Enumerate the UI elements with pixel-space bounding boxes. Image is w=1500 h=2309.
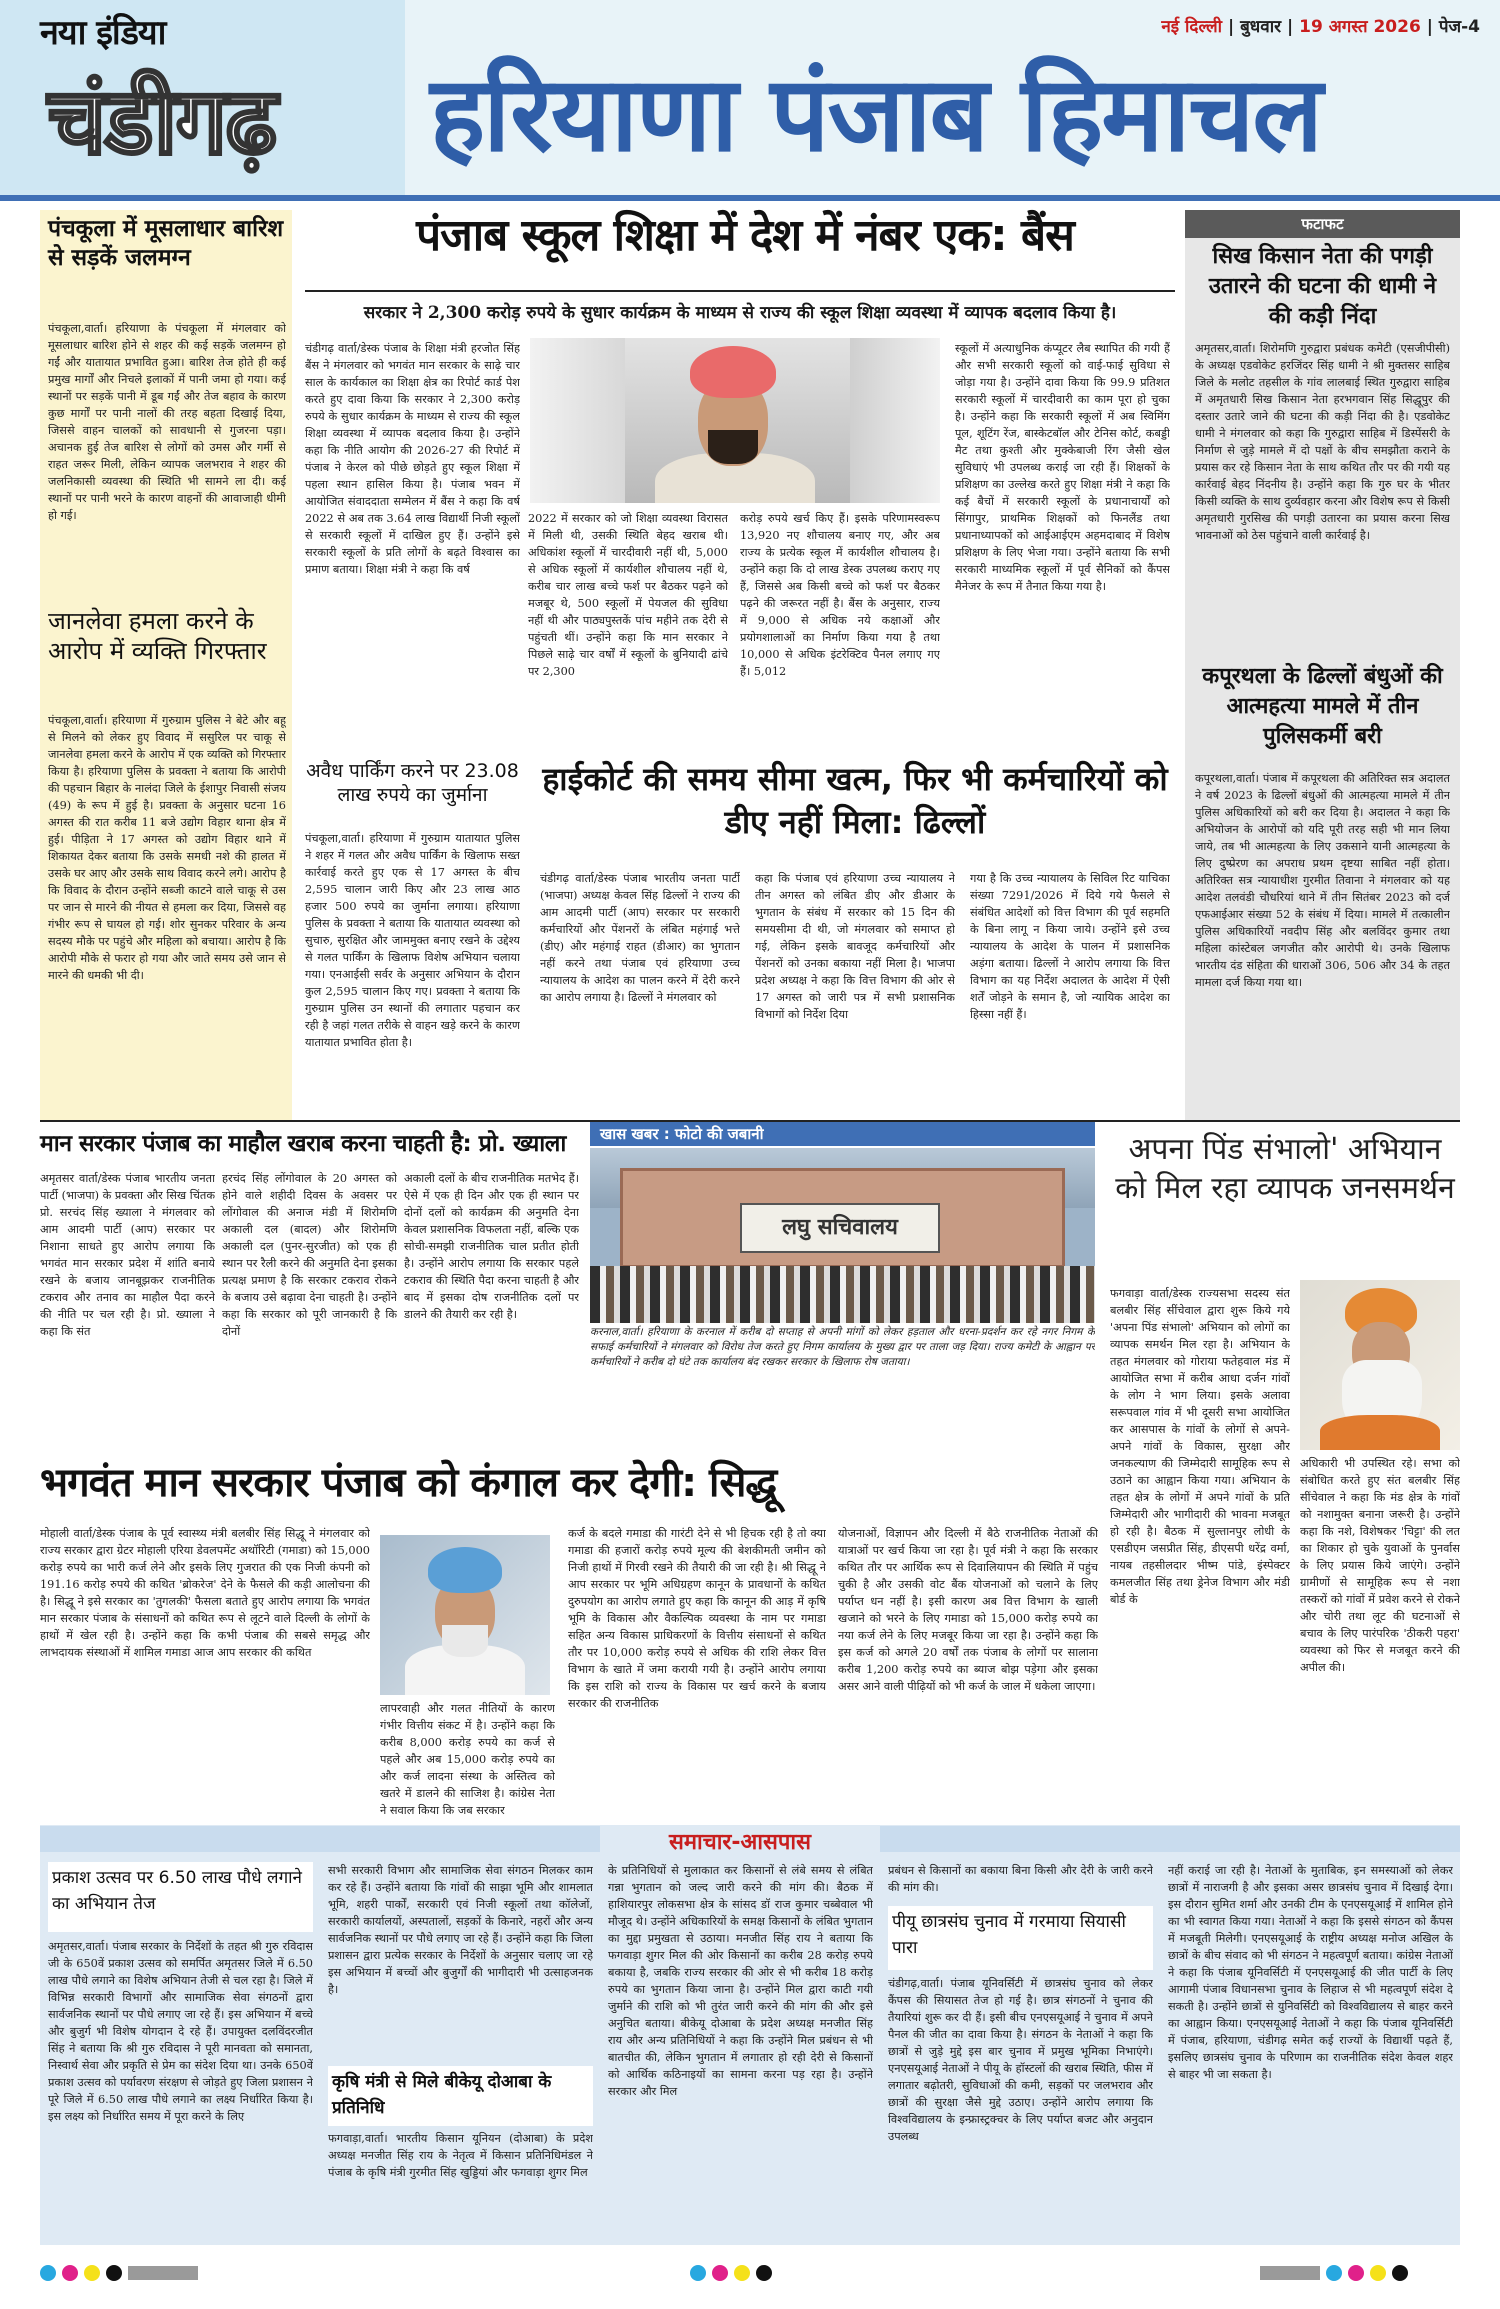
bku-story: फगवाड़ा,वार्ता। भारतीय किसान यूनियन (दोआबा) के प्रदेश अध्यक्ष मनजीत सिंह राय के नेतृत्व में किसान प्रतिनिधिमंडल ने पंजाब के कृषि मंत्री गुरमीत सिंह खुड्डियां और फगवाड़ा शुगर मिल [328,2132,593,2179]
parking-story: पंचकूला,वार्ता। हरियाणा में गुरुग्राम यातायात पुलिस ने शहर में गलत और अवैध पार्किंग के खिलाफ सख्त कार्रवाई करते हुए एक से 17 अगस्त के बीच 2,595 चालान जारी किए और 23 लाख आठ हजार 500 रुपये का जुर्माना लगाया। हरियाणा पुलिस के प्रवक्ता ने बताया कि यातायात व्यवस्था को सुचारु, सुरक्षित और जाममुक्त बनाए रखने के उद्देश्य से गलत पार्किंग के खिलाफ विशेष अभियान चलाया गया। एनआईसी सर्वर के अनुसार अभियान के दौरान कुल 2,595 चालान किए गए। प्रवक्ता ने बताया कि गुरुग्राम पुलिस उन स्थानों की लगातार पहचान कर रही है जहां गलत तरीके से वाहन खड़े करने के कारण यातायात प्रभावित होता है। [305,832,520,1049]
saint-robe [1320,1415,1440,1450]
sikh-leader-story: अमृतसर,वार्ता। शिरोमणि गुरुद्वारा प्रबंधक कमेटी (एसजीपीसी) के अध्यक्ष एडवोकेट हरजिंदर सिंह धामी ने श्री मुक्तसर साहिब जिले के मलोट तहसील के गांव लालबाई स्थित गुरुद्वारा साहिब में अमृतधारी सिख किसान नेता हरभगवान सिंह सिद्धूपुर की दस्तार उतारे जाने की घटना की कड़ी निंदा की है। एडवोकेट धामी ने मंगलवार को कहा कि गुरुद्वारा साहिब में डिस्पेंसरी के निर्माण से जुड़े मामले में दो पक्षों के बीच समझौता कराने के प्रयास कर रहे किसान नेता के साथ कथित तौर पर की गयी यह कार्रवाई बेहद निंदनीय है। उन्होंने कहा कि गुरु घर के भीतर किसी व्यक्ति के साथ दुर्व्यवहार करना और विशेष रूप से किसी अमृतधारी गुरसिख की पगड़ी उतारना का प्रयास करना सिख भावनाओं को ठेस पहुंचाने वाली कार्रवाई है। [1195,342,1450,542]
pind-col-2: अधिकारी भी उपस्थित रहे। सभा को संबोधित करते हुए संत बलबीर सिंह सींचेवाल ने कहा कि मंड क्षेत्र के गांवों को नशामुक्त बनाना जरूरी है। उन्होंने कहा कि नशे, विशेषकर 'चिट्टा' की लत का शिकार हो चुके युवाओं के पुनर्वास के लिए प्रयास किये जाएंगे। उन्होंने ग्रामीणों से सामूहिक रूप से नशा तस्करों को गांवों में प्रवेश करने से रोकने और चोरी तथा लूट की घटनाओं से बचाव के लिए पारंपरिक 'ठीकरी पहरा' व्यवस्था को फिर से मजबूत करने की अपील की। [1300,1457,1460,1674]
sant-seechewal-photo [1300,1280,1460,1450]
plantation-story-cont: सभी सरकारी विभाग और सामाजिक सेवा संगठन मिलकर काम कर रहे हैं। उन्होंने बताया कि गांवों की साझा भूमि और शामलात भूमि, शहरी पार्कों, सरकारी एवं निजी स्कूलों तथा कॉलेजों, सरकारी कार्यालयों, अस्पतालों, सड़कों के किनारे, नहरों और अन्य सार्वजनिक स्थानों पर पौधे लगाए जा रहे हैं। उन्होंने कहा कि जिला प्रशासन द्वारा प्रत्येक सरकार के निर्देशों के अनुसार चलाए जा रहे इस अभियान में बच्चों और बुजुर्गों की भागीदारी भी उत्साहजनक है। [328,1864,593,1996]
lead-col-4: स्कूलों में अत्याधुनिक कंप्यूटर लैब स्थापित की गयी हैं और सभी सरकारी स्कूलों को वाई-फाई सुविधा से जोड़ा गया है। उन्होंने दावा किया कि 99.9 प्रतिशत सरकारी स्कूलों में चारदीवारी का काम पूरा हो चुका है। उन्होंने कहा कि सरकारी स्कूलों में अब स्विमिंग पूल, शूटिंग रेंज, बास्केटबॉल और टेनिस कोर्ट, कबड्डी मैट तथा कुश्ती और मुक्केबाजी रिंग जैसी खेल सुविधाएं भी उपलब्ध कराई जा रही हैं। शिक्षकों के प्रशिक्षण का उल्लेख करते हुए शिक्षा मंत्री ने कहा कि कई बैचों में सरकारी स्कूलों के प्रधानाचार्यों को सिंगापुर, प्राथमिक शिक्षकों को फिनलैंड तथा प्रधानाध्यापकों को आईआईएम अहमदाबाद में विशेष प्रशिक्षण के लिए भेजा गया। उन्होंने बताया कि सभी सरकारी माध्यमिक स्कूलों में पूर्व सैनिकों को कैंपस मैनेजर के रूप में तैनात किया गया है। [955,342,1170,593]
issue-date: 19 अगस्त 2026 [1299,17,1421,37]
pu-story: चंडीगढ़,वार्ता। पंजाब यूनिवर्सिटी में छात्रसंघ चुनाव को लेकर कैंपस की सियासत तेज हो गई है। छात्र संगठनों ने चुनाव की तैयारियां शुरू कर दी हैं। इसी बीच एनएसयूआई ने चुनाव में अपने पैनल की जीत का दावा किया है। संगठन के नेताओं ने कहा कि छात्रों से जुड़े मुद्दे इस बार चुनाव में प्रमुख भूमिका निभाएंगे। एनएसयूआई नेताओं ने पीयू के हॉस्टलों की खराब स्थिति, फीस में लगातार बढ़ोतरी, सुविधाओं की कमी, सड़कों पर जलभराव और छात्रों की सुरक्षा जैसे मुद्दे उठाए। उन्होंने आरोप लगाया कि विश्वविद्यालय के इन्फ्रास्ट्रक्चर के लिए पर्याप्त बजट और अनुदान उपलब्ध [888,1977,1153,2143]
sikh-leader-headline: सिख किसान नेता की पगड़ी उतारने की घटना की धामी ने की कड़ी निंदा [1208,244,1437,329]
lead-col-1: चंडीगढ़ वार्ता/डेस्क पंजाब के शिक्षा मंत्री हरजोत सिंह बैंस ने मंगलवार को भगवंत मान सरकार के साढ़े चार साल के कार्यकाल का शिक्षा क्षेत्र का रिपोर्ट कार्ड पेश करते हुए दावा किया कि सरकार ने 2,300 करोड़ रुपये के सुधार कार्यक्रम के माध्यम से राज्य की स्कूल शिक्षा व्यवस्था में व्यापक बदलाव किया है। उन्होंने कहा कि नीति आयोग की 2026-27 की रिपोर्ट में पंजाब ने केरल को पीछे छोड़ते हुए स्कूल शिक्षा में पहला स्थान हासिल किया है। पंजाब भवन में आयोजित संवाददाता सम्मेलन में बैंस ने कहा कि वर्ष 2022 से अब तक 3.64 लाख विद्यार्थी निजी स्कूलों से सरकारी स्कूलों में दाखिल हुए हैं। उन्होंने इसे सरकारी स्कूलों के प्रति लोगों के बढ़ते विश्वास का प्रमाण बताया। शिक्षा मंत्री ने कहा कि वर्ष [305,342,520,576]
plantation-headline: प्रकाश उत्सव पर 6.50 लाख पौधे लगाने का अभियान तेज [52,1868,302,1914]
sidhu-col-2: लापरवाही और गलत नीतियों के कारण गंभीर वित्तीय संकट में है। उन्होंने कहा कि करीब 8,000 करोड़ रुपये का कर्ज से पहले और अब 15,000 करोड़ रुपये का और कर्ज लादना संस्था के अस्तित्व को खतरे में डालने की साजिश है। कांग्रेस नेता ने सवाल किया कि जब सरकार [380,1702,555,1817]
gray-bar [128,2266,198,2280]
pind-col-1: फगवाड़ा वार्ता/डेस्क राज्यसभा सदस्य संत बलबीर सिंह सींचेवाल द्वारा शुरू किये गये 'अपना पिंड संभालो' अभियान को लोगों का व्यापक समर्थन मिल रहा है। अभियान के तहत मंगलवार को गोराया फतेहवाल मंड में आयोजित सभा में करीब आधा दर्जन गांवों के लोग ने भाग लिया। इसके अलावा सरूपवाल गांव में भी दूसरी सभा आयोजित कर आसपास के गांवों के लोगों से अपने-अपने गांवों के विकास, सुरक्षा और जनकल्याण की जिम्मेदारी सामूहिक रूप से उठाने का आह्वान किया गया। अभियान के तहत क्षेत्र के लोगों में अपने गांवों के प्रति जिम्मेदारी और भागीदारी की भावना मजबूत हो रही है। बैठक में सुल्तानपुर लोधी के एसडीएम जसप्रीत सिंह, डीएसपी धरेंद्र वर्मा, नायब तहसीलदार भीष्म पांडे, इंस्पेक्टर कमलजीत सिंह तथा ड्रेनेज विभाग और मंडी बोर्ड के [1110,1287,1290,1606]
lead-headline: पंजाब स्कूल शिक्षा में देश में नंबर एक: बैंस [416,210,1074,261]
section-title: हरियाणा पंजाब हिमाचल [430,52,1321,175]
yellow-dot [84,2265,100,2281]
lead-col-3: करोड़ रुपये खर्च किए हैं। इसके परिणामस्वरूप 13,920 नए शौचालय बनाए गए, और अब राज्य के प्रत्येक स्कूल में कार्यशील शौचालय है। उन्होंने कहा कि दो लाख डेस्क उपलब्ध कराए गए हैं, जिससे अब किसी बच्चे को फर्श पर बैठकर पढ़ने की जरूरत नहीं है। बैंस के अनुसार, राज्य में 9,000 से अधिक नये कक्षाओं और प्रयोगशालाओं का निर्माण किया गया है तथा 10,000 से अधिक इंटरेक्टिव पैनल लगाए गए हैं। 5,012 [740,512,940,678]
dateline: नई दिल्ली | बुधवार | 19 अगस्त 2026 | पेज-4 [1161,17,1480,37]
plantation-story: अमृतसर,वार्ता। पंजाब सरकार के निर्देशों के तहत श्री गुरु रविदास जी के 650वें प्रकाश उत्सव को समर्पित अमृतसर जिले में 6.50 लाख पौधे लगाने का विशेष अभियान तेजी से चल रहा है। जिले में विभिन्न सरकारी विभागों और सामाजिक सेवा संगठनों द्वारा सार्वजनिक स्थानों पर पौधे लगाए जा रहे हैं। इस अभियान में बच्चे और बुजुर्ग भी विशेष योगदान दे रहे हैं। उपायुक्त दलविंदरजीत सिंह ने बताया कि श्री गुरु रविदास ने पूरी मानवता को समानता, निस्वार्थ सेवा और प्रकृति से प्रेम का संदेश दिया था। उनके 650वें प्रकाश उत्सव को पर्यावरण संरक्षण से जोड़ते हुए जिला प्रशासन ने पूरे जिले में 6.50 लाख पौधे लगाने का लक्ष्य निर्धारित किया है। इस लक्ष्य को निर्धारित समय में पूरा करने के लिए [48,1940,313,2123]
print-color-marks-left [40,2262,204,2284]
band-title-left-bar [40,1826,600,1852]
black-dot [756,2265,772,2281]
khyala-headline: मान सरकार पंजाब का माहौल खराब करना चाहती है: प्रो. ख्याला [40,1131,566,1157]
quick-news-tag: फटाफट [1185,210,1460,238]
da-col-1: चंडीगढ़ वार्ता/डेस्क पंजाब भारतीय जनता पार्टी (भाजपा) अध्यक्ष केवल सिंह ढिल्लों ने राज्य की आम आदमी पार्टी (आप) सरकार पर सरकारी कर्मचारियों और पेंशनरों के लंबित महंगाई भत्ते (डीए) और महंगाई राहत (डीआर) का भुगतान नहीं करने तथा पंजाब एवं हरियाणा उच्च न्यायालय के आदेश का पालन करने में देरी करने का आरोप लगाया है। ढिल्लों ने मंगलवार को [540,872,740,1004]
print-color-marks-center [690,2262,778,2284]
rain-story: पंचकूला,वार्ता। हरियाणा के पंचकूला में मंगलवार को मूसलाधार बारिश होने से शहर की कई सड़कें जलमग्न हो गईं और यातायात प्रभावित हुआ। बारिश तेज होते ही कई प्रमुख मार्गों और निचले इलाकों में पानी जमा हो गया। कई स्थानों पर सड़कें पानी में डूब गईं और तेज बहाव के कारण कुछ मार्गों पर पानी नालों की तरह बहता दिखाई दिया, जिससे वाहन चालकों को सावधानी से गुजरना पड़ा। अचानक हुई तेज बारिश से लोगों को उमस और गर्मी से राहत जरूर मिली, लेकिन व्यापक जलभराव ने शहर की जलनिकासी व्यवस्था की स्थिति भी सामने ला दी। कई स्थानों पर पानी भरने के कारण वाहनों की आवाजाही धीमी हो गई। [48,322,286,522]
assault-headline: जानलेवा हमला करने के आरोप में व्यक्ति गिरफ्तार [48,607,267,665]
kapurthala-headline: कपूरथला के ढिल्लों बंधुओं की आत्महत्या मामले में तीन पुलिसकर्मी बरी [1202,664,1443,749]
page-number: पेज-4 [1438,17,1480,37]
lead-rule [305,290,1175,292]
edition-city: चंडीगढ़ [48,67,276,175]
gray-bar [1260,2266,1320,2280]
da-col-2: कहा कि पंजाब एवं हरियाणा उच्च न्यायालय ने तीन अगस्त को लंबित डीए और डीआर के भुगतान के संबंध में सरकार को 15 दिन की समयसीमा दी थी, जो मंगलवार को समाप्त हो गई, लेकिन इसके बावजूद कर्मचारियों और पेंशनरों को उनका बकाया नहीं मिला है। भाजपा प्रदेश अध्यक्ष ने कहा कि वित्त विभाग की ओर से 17 अगस्त को जारी पत्र में सभी प्रशासनिक विभागों को निर्देश दिया [755,872,955,1021]
bku-story-end: प्रबंधन से किसानों का बकाया बिना किसी और देरी के जारी करने की मांग की। [888,1864,1153,1894]
sidhu-headline: भगवंत मान सरकार पंजाब को कंगाल कर देगी: सिद्धू [40,1460,777,1506]
pu-story-cont: नहीं कराई जा रही है। नेताओं के मुताबिक, इन समस्याओं को लेकर छात्रों में नाराजगी है और इसका असर छात्रसंघ चुनाव में दिखाई देगा। इस दौरान सुमित शर्मा और उनकी टीम के एनएसयूआई में शामिल होने का भी स्वागत किया गया। नेताओं ने कहा कि इससे संगठन को कैंपस में मजबूती मिलेगी। एनएसयूआई के राष्ट्रीय अध्यक्ष मनोज अखिल के छात्रों के बीच संवाद को भी संगठन ने महत्वपूर्ण बताया। कांग्रेस नेताओं ने कहा कि पंजाब यूनिवर्सिटी में एनएसयूआई की जीत पार्टी के लिए आगामी पंजाब विधानसभा चुनाव के लिहाज से भी महत्वपूर्ण संदेश दे सकती है। उन्होंने छात्रों से युनिवर्सिटी को विश्वविद्यालय से बाहर करने का आह्वान किया। एनएसयूआई नेताओं ने कहा कि पंजाब यूनिवर्सिटी में पंजाब, हरियाणा, चंडीगढ़ समेत कई राज्यों के विद्यार्थी पढ़ते हैं, इसलिए छात्रसंघ चुनाव के परिणाम का राजनीतिक संदेश केवल शहर से बाहर भी जा सकता है। [1168,1864,1453,2081]
date-day: बुधवार [1240,17,1282,37]
sidhu-col-1: मोहाली वार्ता/डेस्क पंजाब के पूर्व स्वास्थ्य मंत्री बलबीर सिंह सिद्धू ने मंगलवार को राज्य सरकार द्वारा ग्रेटर मोहाली एरिया डेवलपमेंट अथॉरिटी (गमाडा) को 15,000 करोड़ रुपये का भारी कर्ज लेने और इसके लिए गुजरात की एक निजी कंपनी को 191.16 करोड़ रुपये की कथित 'ब्रोकरेज' देने के फैसले की कड़ी आलोचना की है। सिद्धू ने इसे सरकार का 'तुगलकी' फैसला बताते हुए आरोप लगाया कि भगवंत मान सरकार पंजाब के संसाधनों को कथित रूप से लूटने वाले दिल्ली के लोगों के हाथों में खेल रही है। उन्होंने कहा कि कभी पंजाब की सबसे समृद्ध और लाभदायक संस्थाओं में शामिल गमाडा आज आप सरकार की कथित [40,1527,370,1659]
bku-headline: कृषि मंत्री से मिले बीकेयू दोआबा के प्रतिनिधि [332,2072,552,2118]
sidhu-col-4: योजनाओं, विज्ञापन और दिल्ली में बैठे राजनीतिक नेताओं की यात्राओं पर खर्च किया जा रहा है। पूर्व मंत्री ने कहा कि सरकार कथित तौर पर आर्थिक रूप से दिवालियापन की स्थिति में पहुंच चुकी है और उसकी वोट बैंक योजनाओं को चलाने के लिए पर्याप्त धन नहीं है। इसी कारण अब वित्त विभाग के खाली खजाने को भरने के लिए गमाडा को 15,000 करोड़ रुपये का नया कर्ज लेने के लिए मजबूर किया जा रहा है। उन्होंने कहा कि इस कर्ज को अगले 20 वर्षों तक पंजाब के लोगों पर सालाना करीब 1,200 करोड़ रुपये का ब्याज बोझ पड़ेगा और इसका असर आने वाली पीढ़ियों को भी कर्ज के जाल में धकेला जाएगा। [838,1527,1098,1693]
da-headline: हाईकोर्ट की समय सीमा खत्म, फिर भी कर्मचारियों को डीए नहीं मिला: ढिल्लों [542,760,1168,842]
cyan-dot [40,2265,56,2281]
lead-col-2: 2022 में सरकार को जो शिक्षा व्यवस्था विरासत में मिली थी, उसकी स्थिति बेहद खराब थी। अधिकांश स्कूलों में चारदीवारी नहीं थी, 5,000 से अधिक स्कूलों में कार्यशील शौचालय नहीं थे, करीब चार लाख बच्चे फर्श पर बैठकर पढ़ने को मजबूर थे, 500 स्कूलों में पेयजल की सुविधा नहीं थी और पाठ्यपुस्तकें पांच महीने तक देरी से पहुंचती थीं। उन्होंने कहा कि मान सरकार ने पिछले साढ़े चार वर्षों में स्कूलों के बुनियादी ढांचे पर 2,300 [528,512,728,678]
sidhu-photo [380,1535,550,1695]
band-title-right-bar [880,1826,1460,1852]
cyan-dot [1326,2265,1342,2281]
khyala-col-2: हरचंद सिंह लोंगोवाल के 20 अगस्त को होने वाले शहीदी दिवस के अवसर पर लोंगोवाल की अनाज मंडी में शिरोमणि अकाली दल (बादल) और शिरोमणि अकाली दल (पुनर-सुरजीत) को एक ही स्थान पर रैली करने की अनुमति देना इसका प्रत्यक्ष प्रमाण है कि सरकार टकराव रोकने के बजाय उसे बढ़ावा देना चाहती है। उन्होंने कहा कि सरकार को पूरी जानकारी है कि दोनों [222,1172,397,1338]
lead-deck: सरकार ने 2,300 करोड़ रुपये के सुधार कार्यक्रम के माध्यम से राज्य की स्कूल शिक्षा व्यवस्था में व्यापक बदलाव किया है। [363,303,1117,323]
khyala-col-1: अमृतसर वार्ता/डेस्क पंजाब भारतीय जनता पार्टी (भाजपा) के प्रवक्ता और सिख चिंतक प्रो. सरचंद सिंह ख्याला ने मंगलवार को आम आदमी पार्टी (आप) सरकार पर निशाना साधते हुए आरोप लगाया कि भगवंत मान सरकार प्रदेश में शांति बनाये रखने के बजाय जानबूझकर राजनीतिक टकराव और तनाव का माहौल पैदा करने की नीति पर चल रही है। प्रो. ख्याला ने कहा कि संत [40,1172,215,1338]
khyala-col-3: अकाली दलों के बीच राजनीतिक मतभेद हैं। ऐसे में एक ही दिन और एक ही स्थान पर दोनों दलों को कार्यक्रम की अनुमति देना केवल प्रशासनिक विफलता नहीं, बल्कि एक सोची-समझी राजनीतिक चाल प्रतीत होती है। उन्होंने आरोप लगाया कि सरकार पहले टकराव की स्थिति पैदा करना चाहती है और बाद में इसका दोष राजनीतिक दलों पर डालने की तैयारी कर रही है। [404,1172,579,1321]
photo-caption: करनाल,वार्ता। हरियाणा के करनाल में करीब दो सप्ताह से अपनी मांगों को लेकर हड़ताल और धरना-प्रदर्शन कर रहे नगर निगम के सफाई कर्मचारियों ने मंगलवार को विरोध तेज करते हुए निगम कार्यालय के मुख्य द्वार पर ताला जड़ दिया। राज्य कमेटी के आह्वान पर कर्मचारियों ने करीब दो घंटे तक कार्यालय बंद रखकर सरकार के खिलाफ रोष जताया। [590,1326,1095,1368]
black-dot [1392,2265,1408,2281]
print-color-marks-right [1260,2262,1414,2284]
newspaper-brand: नया इंडिया [40,13,166,53]
sidhu-turban [428,1547,502,1593]
pu-headline: पीयू छात्रसंघ चुनाव में गरमाया सियासी पारा [892,1912,1126,1958]
parking-headline: अवैध पार्किंग करने पर 23.08 लाख रुपये का जुर्माना [306,760,519,806]
minister-beard [708,430,758,464]
date-place: नई दिल्ली [1161,17,1223,37]
pind-headline: अपना पिंड संभालो' अभियान को मिल रहा व्यापक जनसमर्थन [1115,1132,1455,1206]
yellow-dot [734,2265,750,2281]
magenta-dot [712,2265,728,2281]
photo-story-tag: खास खबर : फोटो की जबानी [600,1125,764,1143]
bku-story-cont: के प्रतिनिधियों से मुलाकात कर किसानों से लंबे समय से लंबित गन्ना भुगतान को जल्द जारी करने की मांग की। बैठक में हाशियारपुर लोकसभा क्षेत्र के सांसद डॉ राज कुमार चब्बेवाल भी मौजूद थे। उन्होंने अधिकारियों के समक्ष किसानों के लंबित भुगतान का मुद्दा प्रमुखता से उठाया। मनजीत सिंह राय ने बताया कि फगवाड़ा शुगर मिल की ओर किसानों का करीब 28 करोड़ रुपये बकाया है, जबकि राज्य सरकार की ओर से भी करीब 18 करोड़ रुपये का भुगतान किया जाना है। उन्होंने मिल द्वारा काटी गयी जुर्माने की राशि को भी तुरंत जारी करने की मांग की और इसे अनुचित बताया। बीकेयू दोआबा के प्रदेश अध्यक्ष मनजीत सिंह राय और अन्य प्रतिनिधियों ने कहा कि उन्होंने मिल प्रबंधन से भी बातचीत की, लेकिन भुगतान में लगातार हो रही देरी से किसानों को आर्थिक कठिनाइयों का सामना करना पड़ रहा है। उन्होंने सरकार और मिल [608,1864,873,2098]
cyan-dot [690,2265,706,2281]
photo-background-right [850,338,940,503]
photo-background-left [530,338,625,503]
sidhu-beard [442,1625,488,1657]
sidhu-col-3: कर्ज के बदले गमाडा की गारंटी देने से भी हिचक रही है तो क्या गमाडा की हजारों करोड़ रुपये मूल्य की बेशकीमती जमीन को निजी हाथों में गिरवी रखने की तैयारी की जा रही है। श्री सिद्धू ने आप सरकार पर भूमि अधिग्रहण कानून के प्रावधानों के कथित दुरुपयोग का आरोप लगाते हुए कहा कि कानून की आड़ में कृषि भूमि के विकास और वैकल्पिक व्यवस्था के नाम पर गमाडा सहित अन्य विकास प्राधिकरणों के वित्तीय संसाधनों से कथित तौर पर 10,000 करोड़ रुपये से अधिक की राशि लेकर वित्त विभाग के खाते में जमा करायी गयी है। उन्होंने आरोप लगाया कि इस राशि को राज्य के विकास पर खर्च करने के बजाय सरकार की राजनीतिक [568,1527,826,1710]
magenta-dot [62,2265,78,2281]
masthead-rule [0,195,1500,201]
black-dot [106,2265,122,2281]
secretariat-protest-photo [590,1148,1095,1323]
kapurthala-story: कपूरथला,वार्ता। पंजाब में कपूरथला की अतिरिक्त सत्र अदालत ने वर्ष 2023 के ढिल्लों बंधुओं की आत्महत्या मामले में तीन पुलिस अधिकारियों को बरी कर दिया है। अदालत ने कहा कि अभियोजन के आरोपों को यदि पूरी तरह सही भी मान लिया जाये, तब भी आत्महत्या के लिए उकसाने यानी आत्महत्या के लिए दुष्प्रेरण का अपराध प्रथम दृष्टया साबित नहीं होता। अतिरिक्त सत्र न्यायाधीश गुरमीत तिवाना ने मंगलवार को यह आदेश तलवंडी चौधरियां थाने में तीन सितंबर 2023 को दर्ज एफआईआर संख्या 52 के संबंध में दिया। मामले में तत्कालीन पुलिस अधिकारियों नवदीप सिंह और बलविंदर कुमार तथा महिला कांस्टेबल जगजीत कौर आरोपी थे। उनके खिलाफ भारतीय दंड संहिता की धाराओं 306, 506 और 34 के तहत मामला दर्ज किया गया था। [1195,772,1450,989]
protesting-crowd [590,1266,1095,1323]
da-col-3: गया है कि उच्च न्यायालय के सिविल रिट याचिका संख्या 7291/2026 में दिये गये फैसले से संबंधित आदेशों को वित्त विभाग की पूर्व सहमति के बिना लागू न किया जाये। उन्होंने इसे उच्च न्यायालय के आदेश के पालन में प्रशासनिक अड़ंगा बताया। ढिल्लों ने आरोप लगाया कि वित्त विभाग का यह निर्देश अदालत के आदेश में ऐसी शर्तें जोड़ने के समान है, जो न्यायिक आदेश का हिस्सा नहीं हैं। [970,872,1170,1021]
yellow-dot [1370,2265,1386,2281]
magenta-dot [1348,2265,1364,2281]
minister-turban [690,346,776,398]
rain-headline: पंचकूला में मूसलाधार बारिश से सड़कें जलमग्न [48,216,284,271]
education-minister-photo [530,338,940,503]
assault-story: पंचकूला,वार्ता। हरियाणा में गुरुग्राम पुलिस ने बेटे और बहू से मिलने को लेकर हुए विवाद में ससुरिल पर चाकू से जानलेवा हमला करने के आरोप में एक व्यक्ति को गिरफ्तार किया है। हरियाणा पुलिस के प्रवक्ता ने बताया कि आरोपी की पहचान बिहार के नालंदा जिले के ईशापुर निवासी संजय (49) के रूप में हुई है। प्रवक्ता के अनुसार घटना 16 अगस्त की रात करीब 11 बजे उद्योग विहार थाना क्षेत्र में हुई। पीड़िता ने 17 अगस्त को उद्योग विहार थाने में शिकायत देकर बताया कि उसके समधी नशे की हालत में उसके घर आए और उसके साथ विवाद करने लगे। आरोप है कि विवाद के दौरान उन्होंने सब्जी काटने वाले चाकू से उस पर जान से मारने की नीयत से हमला कर दिया, जिससे वह गंभीर रूप से घायल हो गई। शोर सुनकर परिवार के अन्य सदस्य मौके पर पहुंचे और महिला को बचाया। आरोप है कि आरोपी मौके से फरार हो गया और जाते समय उसे जान से मारने की धमकी भी दी। [48,714,286,982]
building-sign: लघु सचिवालय [740,1203,940,1253]
band-title: समाचार-आसपास [669,1830,811,1855]
